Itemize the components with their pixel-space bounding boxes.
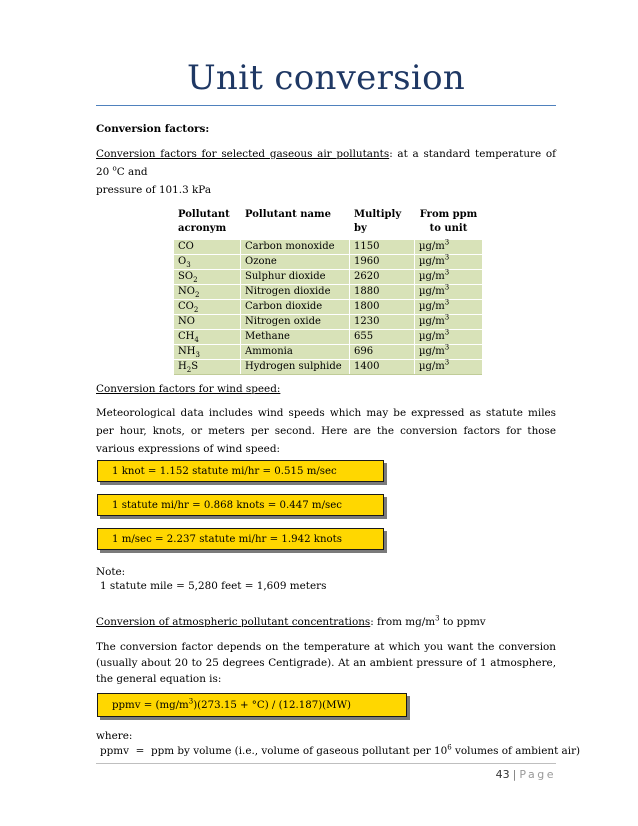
wind-heading: Conversion factors for wind speed: — [96, 383, 281, 395]
ppmv-formula-box — [97, 693, 407, 717]
footer-rule — [96, 763, 556, 764]
intro-text-line2: pressure of 101.3 kPa — [96, 184, 212, 196]
header-acronym: Pollutant acronym — [174, 206, 241, 240]
acronym-subscript: 3 — [195, 351, 200, 359]
where-label: where: — [96, 730, 133, 742]
cell-acronym — [174, 240, 241, 255]
cell-acronym — [174, 300, 241, 315]
table-body — [174, 240, 482, 375]
table-row — [174, 300, 482, 315]
cell-multiply: 1880 — [350, 285, 415, 300]
acronym-tail: S — [191, 361, 199, 372]
intro-text-b: C and — [116, 166, 148, 178]
cell-multiply: 1150 — [350, 240, 415, 255]
cell-acronym — [174, 360, 241, 375]
cell-name: Hydrogen sulphide — [241, 360, 350, 375]
cell-name: Carbon dioxide — [241, 300, 350, 315]
table-row — [174, 285, 482, 300]
table-row — [174, 315, 482, 330]
unit-text: µg/m — [419, 331, 445, 342]
atmos-text-b: to ppmv — [439, 616, 486, 628]
cell-name: Ozone — [241, 255, 350, 270]
unit-exp: 3 — [444, 343, 450, 352]
cell-multiply: 1400 — [350, 360, 415, 375]
acronym-subscript: 2 — [194, 291, 200, 299]
cell-name: Ammonia — [241, 345, 350, 360]
table-row — [174, 360, 482, 375]
cell-multiply: 1960 — [350, 255, 415, 270]
table-row — [174, 255, 482, 270]
title-underline — [96, 105, 556, 106]
cell-multiply: 655 — [350, 330, 415, 345]
intro-link-text: Conversion factors for selected gaseous air pollutants — [96, 148, 390, 160]
cell-unit — [415, 255, 483, 270]
cell-acronym — [174, 255, 241, 270]
unit-text: µg/m — [419, 301, 445, 312]
acronym-text: O — [178, 256, 187, 267]
conversion-factor-table — [174, 206, 482, 375]
cell-multiply: 1230 — [350, 315, 415, 330]
unit-text: µg/m — [419, 316, 445, 327]
def-tail: volumes of ambient air) — [451, 745, 581, 757]
formula-exp: 3 — [188, 697, 194, 706]
acronym-text: NO — [178, 316, 195, 327]
cell-unit — [415, 360, 483, 375]
unit-text: µg/m — [419, 256, 445, 267]
unit-exp: 3 — [444, 358, 450, 367]
intro-paragraph — [96, 145, 556, 199]
atmos-exp: 3 — [435, 614, 440, 623]
unit-text: µg/m — [419, 241, 445, 252]
cell-name: Nitrogen dioxide — [241, 285, 350, 300]
cell-unit — [415, 270, 483, 285]
wind-conversion-box-3: 1 m/sec = 2.237 statute mi/hr = 1.942 knots — [97, 528, 384, 550]
unit-exp: 3 — [444, 298, 450, 307]
section-heading: Conversion factors: — [96, 123, 210, 135]
intro-text-a: : at a standard temperature of 20 — [96, 148, 556, 178]
cell-unit — [415, 285, 483, 300]
unit-exp: 3 — [444, 283, 450, 292]
cell-name: Nitrogen oxide — [241, 315, 350, 330]
unit-exp: 3 — [444, 253, 450, 262]
cell-acronym — [174, 315, 241, 330]
def-exp: 6 — [447, 743, 452, 752]
wind-conversion-box-1: 1 knot = 1.152 statute mi/hr = 0.515 m/sec — [97, 460, 384, 482]
cell-unit — [415, 315, 483, 330]
wind-conversion-box-2: 1 statute mi/hr = 0.868 knots = 0.447 m/sec — [97, 494, 384, 516]
atmos-text-a: : from mg/m — [370, 616, 436, 628]
header-name: Pollutant name — [241, 206, 350, 240]
cell-name: Methane — [241, 330, 350, 345]
cell-acronym — [174, 345, 241, 360]
page-number: 43 — [495, 768, 510, 781]
cell-multiply: 696 — [350, 345, 415, 360]
acronym-text: H — [178, 361, 187, 372]
acronym-subscript: 3 — [186, 261, 191, 269]
acronym-subscript: 2 — [193, 276, 198, 284]
def-text: ppmv = ppm by volume (i.e., volume of gaseous pollutant per 10 — [100, 745, 448, 757]
wind-paragraph: Meteorological data includes wind speeds which may be expressed as statute miles per hour, knots, or meters per second. Here are the conversion factors for those various expressions of wind speed: — [96, 407, 556, 455]
unit-text: µg/m — [419, 346, 445, 357]
acronym-text: CO — [178, 301, 194, 312]
unit-text: µg/m — [419, 271, 445, 282]
page-title: Unit conversion — [186, 58, 466, 98]
cell-acronym — [174, 330, 241, 345]
cell-unit — [415, 240, 483, 255]
formula-text-b: )(273.15 + °C) / (12.187)(MW) — [193, 700, 352, 711]
cell-name: Carbon monoxide — [241, 240, 350, 255]
acronym-text: SO — [178, 271, 194, 282]
unit-exp: 3 — [444, 328, 450, 337]
page-word: Page — [519, 768, 556, 781]
cell-unit — [415, 300, 483, 315]
table-row — [174, 345, 482, 360]
note-text: 1 statute mile = 5,280 feet = 1,609 meters — [100, 580, 327, 592]
degree-sup: o — [112, 164, 117, 173]
acronym-subscript: 4 — [194, 336, 199, 344]
acronym-text: CH — [178, 331, 195, 342]
cell-name: Sulphur dioxide — [241, 270, 350, 285]
acronym-text: NH — [178, 346, 196, 357]
acronym-subscript: 2 — [186, 366, 192, 374]
cell-acronym — [174, 285, 241, 300]
acronym-text: CO — [178, 241, 194, 252]
cell-unit — [415, 345, 483, 360]
header-unit: From ppm to unit — [415, 206, 483, 240]
table-row — [174, 330, 482, 345]
atmos-heading-line — [96, 613, 486, 631]
header-multiply: Multiply by — [350, 206, 415, 240]
ppmv-definition — [100, 742, 580, 760]
unit-exp: 3 — [444, 268, 450, 277]
table-row — [174, 240, 482, 255]
formula-text-a: ppmv = (mg/m — [112, 700, 189, 711]
unit-text: µg/m — [419, 286, 445, 297]
cell-acronym — [174, 270, 241, 285]
table-header-row — [174, 206, 482, 240]
cell-multiply: 1800 — [350, 300, 415, 315]
note-label: Note: — [96, 566, 126, 578]
unit-text: µg/m — [419, 361, 445, 372]
acronym-text: NO — [178, 286, 195, 297]
atmos-paragraph: The conversion factor depends on the temperature at which you want the conversion (usually about 20 to 25 degrees Centigrade). At an ambient pressure of 1 atmosphere, the general equation is: — [96, 641, 556, 685]
page-footer — [496, 768, 556, 781]
cell-multiply: 2620 — [350, 270, 415, 285]
unit-exp: 3 — [444, 238, 450, 247]
atmos-link-text: Conversion of atmospheric pollutant concentrations — [96, 616, 371, 628]
table-row — [174, 270, 482, 285]
cell-unit — [415, 330, 483, 345]
unit-exp: 3 — [444, 313, 450, 322]
footer-separator: | — [512, 768, 517, 781]
acronym-subscript: 2 — [193, 306, 199, 314]
